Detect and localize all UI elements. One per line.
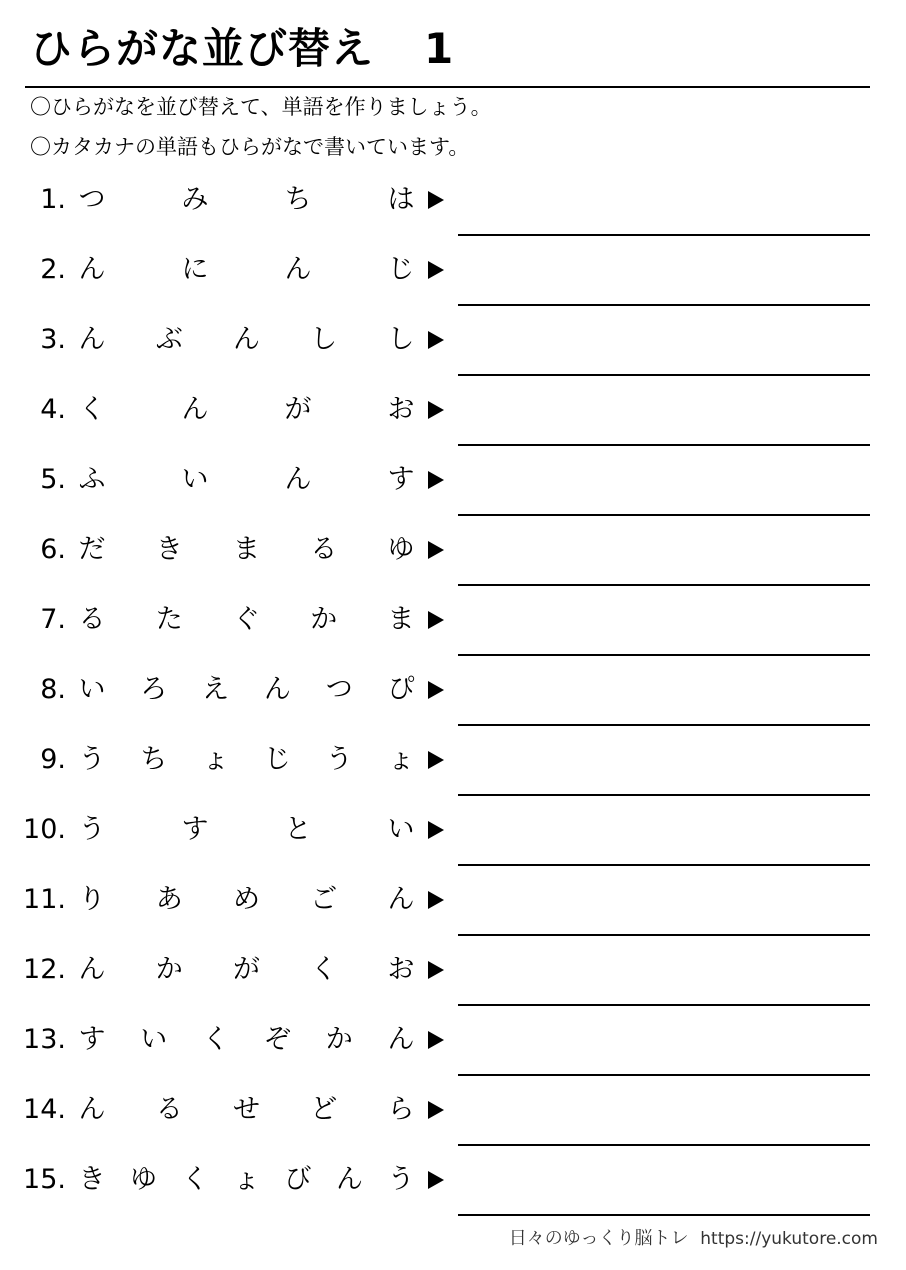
- right-triangle-icon: [428, 751, 444, 769]
- footer-brand: 日々のゆっくり脳トレ: [508, 1228, 689, 1249]
- scrambled-letters: [78, 252, 415, 288]
- right-triangle-icon: [428, 261, 444, 279]
- scrambled-letter: ん: [263, 674, 291, 705]
- title-row: [30, 20, 870, 78]
- scrambled-letters: [78, 1092, 415, 1128]
- scrambled-letter: ぞ: [263, 1024, 291, 1055]
- scrambled-letter: い: [387, 814, 415, 845]
- scrambled-letter: き: [155, 534, 183, 565]
- scrambled-letter: ぶ: [155, 324, 183, 355]
- scrambled-letters: [78, 952, 415, 988]
- scrambled-letter: す: [181, 814, 209, 845]
- scrambled-letter: つ: [325, 674, 353, 705]
- scrambled-letter: が: [233, 954, 260, 985]
- scrambled-letter: お: [387, 954, 415, 985]
- problem-list: [0, 166, 906, 1216]
- scrambled-letter: く: [181, 1164, 209, 1195]
- scrambled-letter: ち: [284, 184, 312, 215]
- problem-number: 14.: [23, 1094, 66, 1125]
- scrambled-letter: ら: [387, 1094, 415, 1125]
- scrambled-letter: ぴ: [387, 674, 415, 705]
- scrambled-letter: お: [387, 394, 415, 425]
- right-triangle-icon: [428, 891, 444, 909]
- scrambled-letter: じ: [387, 254, 415, 285]
- scrambled-letter: ん: [284, 464, 312, 495]
- scrambled-letters: [78, 392, 415, 428]
- scrambled-letter: う: [325, 744, 353, 775]
- scrambled-letter: は: [387, 184, 415, 215]
- scrambled-letters: [78, 882, 415, 918]
- scrambled-letter: ん: [78, 954, 106, 985]
- scrambled-letter: す: [78, 1024, 106, 1055]
- problem-number: 13.: [23, 1024, 66, 1055]
- problem-row: [0, 796, 906, 866]
- scrambled-letter: ゆ: [387, 534, 415, 565]
- problem-number: 8.: [40, 674, 66, 705]
- problem-row: [0, 446, 906, 516]
- scrambled-letter: せ: [233, 1094, 260, 1125]
- scrambled-letter: き: [78, 1164, 106, 1195]
- problem-row: [0, 866, 906, 936]
- problem-row: [0, 376, 906, 446]
- right-triangle-icon: [428, 331, 444, 349]
- footer: [509, 1226, 878, 1252]
- problem-number: 6.: [40, 534, 66, 565]
- scrambled-letters: [78, 812, 415, 848]
- answer-line[interactable]: [458, 1214, 870, 1216]
- right-triangle-icon: [428, 471, 444, 489]
- right-triangle-icon: [428, 681, 444, 699]
- scrambled-letter: り: [78, 884, 106, 915]
- problem-row: [0, 1146, 906, 1216]
- scrambled-letter: ん: [78, 324, 106, 355]
- problem-number: 1.: [40, 184, 66, 215]
- scrambled-letter: か: [155, 954, 183, 985]
- scrambled-letter: い: [140, 1024, 168, 1055]
- right-triangle-icon: [428, 191, 444, 209]
- right-triangle-icon: [428, 611, 444, 629]
- scrambled-letter: る: [78, 604, 106, 635]
- problem-row: [0, 1076, 906, 1146]
- problem-row: [0, 656, 906, 726]
- right-triangle-icon: [428, 1101, 444, 1119]
- scrambled-letters: [78, 1022, 415, 1058]
- scrambled-letters: [78, 672, 415, 708]
- scrambled-letters: [78, 462, 415, 498]
- scrambled-letter: ん: [233, 324, 260, 355]
- scrambled-letter: ょ: [202, 744, 230, 775]
- problem-row: [0, 516, 906, 586]
- problem-row: [0, 586, 906, 656]
- scrambled-letters: [78, 322, 415, 358]
- problem-row: [0, 236, 906, 306]
- scrambled-letter: ん: [387, 884, 415, 915]
- footer-url: https://yukutore.com: [700, 1229, 878, 1249]
- scrambled-letter: し: [387, 324, 415, 355]
- scrambled-letter: ろ: [140, 674, 168, 705]
- scrambled-letter: に: [181, 254, 209, 285]
- scrambled-letter: ん: [284, 254, 312, 285]
- scrambled-letter: う: [78, 744, 106, 775]
- scrambled-letters: [78, 182, 415, 218]
- scrambled-letter: ま: [387, 604, 415, 635]
- scrambled-letter: る: [155, 1094, 183, 1125]
- problem-number: 10.: [23, 814, 66, 845]
- problem-row: [0, 936, 906, 1006]
- scrambled-letter: ん: [78, 1094, 106, 1125]
- scrambled-letter: だ: [78, 534, 106, 565]
- problem-row: [0, 1006, 906, 1076]
- scrambled-letter: え: [202, 674, 230, 705]
- scrambled-letters: [78, 532, 415, 568]
- scrambled-letter: ん: [387, 1024, 415, 1055]
- scrambled-letter: め: [233, 884, 260, 915]
- problem-number: 2.: [40, 254, 66, 285]
- right-triangle-icon: [428, 1171, 444, 1189]
- problem-number: 5.: [40, 464, 66, 495]
- scrambled-letters: [78, 742, 415, 778]
- scrambled-letter: ょ: [233, 1164, 260, 1195]
- right-triangle-icon: [428, 821, 444, 839]
- scrambled-letter: つ: [78, 184, 106, 215]
- scrambled-letter: た: [155, 604, 183, 635]
- scrambled-letter: く: [78, 394, 106, 425]
- scrambled-letter: ょ: [387, 744, 415, 775]
- scrambled-letter: か: [325, 1024, 353, 1055]
- scrambled-letter: ん: [78, 254, 106, 285]
- scrambled-letter: い: [78, 674, 106, 705]
- problem-number: 4.: [40, 394, 66, 425]
- problem-row: [0, 726, 906, 796]
- right-triangle-icon: [428, 541, 444, 559]
- scrambled-letter: あ: [155, 884, 183, 915]
- problem-number: 15.: [23, 1164, 66, 1195]
- scrambled-letter: ゆ: [130, 1164, 157, 1195]
- problem-number: 9.: [40, 744, 66, 775]
- scrambled-letter: う: [78, 814, 106, 845]
- right-triangle-icon: [428, 961, 444, 979]
- problem-number: 7.: [40, 604, 66, 635]
- scrambled-letter: ん: [181, 394, 209, 425]
- scrambled-letter: び: [284, 1164, 312, 1195]
- worksheet-number: 1: [424, 24, 454, 73]
- scrambled-letter: し: [310, 324, 338, 355]
- right-triangle-icon: [428, 1031, 444, 1049]
- scrambled-letter: と: [284, 814, 312, 845]
- title-divider: [25, 86, 870, 88]
- scrambled-letters: [78, 1162, 415, 1198]
- scrambled-letter: じ: [263, 744, 291, 775]
- scrambled-letter: う: [387, 1164, 415, 1195]
- scrambled-letters: [78, 602, 415, 638]
- problem-number: 11.: [23, 884, 66, 915]
- problem-number: 12.: [23, 954, 66, 985]
- scrambled-letter: ん: [336, 1164, 363, 1195]
- scrambled-letter: が: [284, 394, 312, 425]
- scrambled-letter: ち: [140, 744, 168, 775]
- scrambled-letter: い: [181, 464, 209, 495]
- scrambled-letter: ふ: [78, 464, 106, 495]
- page-title: ひらがな並び替え: [30, 24, 375, 73]
- scrambled-letter: く: [310, 954, 338, 985]
- scrambled-letter: ぐ: [233, 604, 260, 635]
- problem-number: 3.: [40, 324, 66, 355]
- scrambled-letter: ま: [233, 534, 260, 565]
- scrambled-letter: く: [202, 1024, 230, 1055]
- scrambled-letter: る: [310, 534, 338, 565]
- problem-row: [0, 166, 906, 236]
- right-triangle-icon: [428, 401, 444, 419]
- scrambled-letter: み: [181, 184, 209, 215]
- scrambled-letter: ど: [310, 1094, 338, 1125]
- instruction-1: 〇ひらがなを並び替えて、単語を作りましょう。: [30, 95, 492, 119]
- instruction-2: 〇カタカナの単語もひらがなで書いています。: [30, 135, 470, 159]
- scrambled-letter: す: [387, 464, 415, 495]
- scrambled-letter: ご: [310, 884, 338, 915]
- problem-row: [0, 306, 906, 376]
- scrambled-letter: か: [310, 604, 338, 635]
